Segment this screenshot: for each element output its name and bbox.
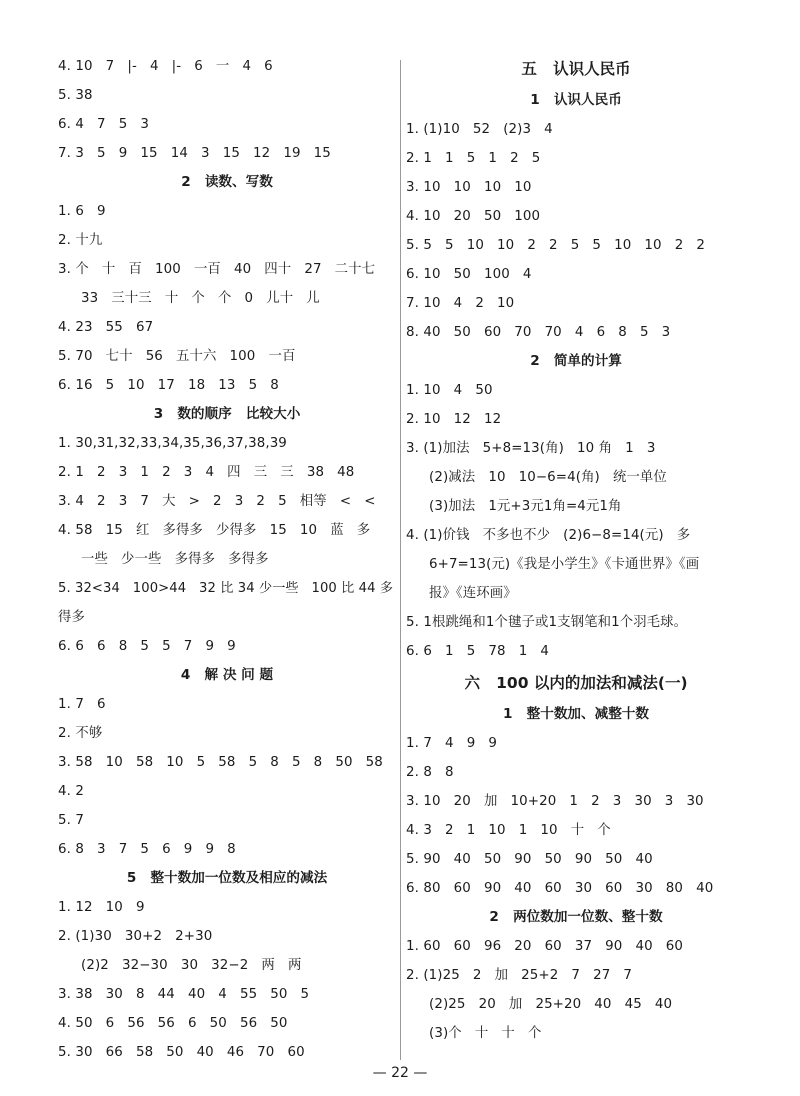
answer-line: 1. 12 10 9	[58, 900, 145, 915]
answer-line: 2. (1)25 2 加 25+2 7 27 7	[406, 968, 633, 983]
answer-line: 4. 58 15 红 多得多 少得多 15 10 蓝 多	[58, 523, 371, 538]
answer-line: 2. 1 1 5 1 2 5	[406, 151, 541, 166]
answer-line: 4. 2	[58, 784, 84, 799]
answer-line: 1. 60 60 96 20 60 37 90 40 60	[406, 939, 684, 954]
answer-line: 33 三十三 十 个 个 0 儿十 儿	[81, 291, 320, 306]
answer-line: 6+7=13(元)《我是小学生》《卡通世界》《画	[429, 557, 700, 572]
answer-line: 一些 少一些 多得多 多得多	[81, 552, 269, 567]
answer-line: 3. 4 2 3 7 大 > 2 3 2 5 相等 < <	[58, 494, 376, 509]
column-divider	[400, 60, 401, 1060]
answer-line: 5. 32<34 100>44 32 比 34 少一些 100 比 44 多	[58, 581, 394, 596]
answer-line: 5. 38	[58, 88, 93, 103]
chapter-heading: 六 100 以内的加法和减法(一)	[464, 674, 688, 692]
right-answer-column	[406, 52, 746, 1048]
answer-line: 6. 10 50 100 4	[406, 267, 532, 282]
answer-line: 2. (1)30 30+2 2+30	[58, 929, 213, 944]
section-heading: 2 简单的计算	[530, 353, 622, 369]
section-heading: 2 读数、写数	[181, 174, 273, 190]
answer-line: 3. 10 20 加 10+20 1 2 3 30 3 30	[406, 794, 704, 809]
section-heading: 1 整十数加、减整十数	[503, 706, 649, 722]
answer-line: 1. 7 4 9 9	[406, 736, 498, 751]
answer-line: 5. 30 66 58 50 40 46 70 60	[58, 1045, 305, 1060]
page-number: — 22 —	[372, 1065, 428, 1081]
answer-line: 1. 7 6	[58, 697, 106, 712]
answer-line: 6. 16 5 10 17 18 13 5 8	[58, 378, 279, 393]
answer-line: 5. 90 40 50 90 50 90 50 40	[406, 852, 653, 867]
answer-line: (3)个 十 十 个	[429, 1026, 542, 1041]
chapter-heading: 五 认识人民币	[521, 60, 631, 78]
answer-line: 2. 不够	[58, 726, 103, 741]
answer-line: 4. 50 6 56 56 6 50 56 50	[58, 1016, 288, 1031]
answer-line: 2. 10 12 12	[406, 412, 502, 427]
answer-line: 4. 10 7 |- 4 |- 6 一 4 6	[58, 59, 273, 74]
answer-line: 3. 10 10 10 10	[406, 180, 532, 195]
answer-line: 报》《连环画》	[429, 586, 517, 601]
answer-line: 6. 80 60 90 40 60 30 60 30 80 40	[406, 881, 714, 896]
answer-line: 6. 6 1 5 78 1 4	[406, 644, 550, 659]
answer-line: 2. 十九	[58, 233, 103, 248]
left-answer-column	[58, 52, 396, 1067]
answer-line: 1. 10 4 50	[406, 383, 493, 398]
answer-line: (2)2 32−30 30 32−2 两 两	[81, 958, 302, 973]
section-heading: 2 两位数加一位数、整十数	[489, 909, 663, 925]
answer-line: 8. 40 50 60 70 70 4 6 8 5 3	[406, 325, 671, 340]
answer-line: 7. 3 5 9 15 14 3 15 12 19 15	[58, 146, 331, 161]
answer-line: 2. 8 8	[406, 765, 454, 780]
section-heading: 1 认识人民币	[530, 92, 622, 108]
answer-line: 1. (1)10 52 (2)3 4	[406, 122, 553, 137]
section-heading: 4 解 决 问 题	[180, 667, 274, 683]
answer-line: 6. 8 3 7 5 6 9 9 8	[58, 842, 236, 857]
answer-line: 4. 10 20 50 100	[406, 209, 541, 224]
answer-line: (2)25 20 加 25+20 40 45 40	[429, 997, 673, 1012]
answer-line: (3)加法 1元+3元1角=4元1角	[429, 499, 622, 514]
section-heading: 5 整十数加一位数及相应的减法	[126, 870, 328, 886]
answer-line: 1. 6 9	[58, 204, 106, 219]
answer-line: 5. 7	[58, 813, 84, 828]
answer-line: 5. 1根跳绳和1个毽子或1支钢笔和1个羽毛球。	[406, 615, 688, 630]
answer-line: 2. 1 2 3 1 2 3 4 四 三 三 38 48	[58, 465, 355, 480]
answer-line: 得多	[58, 610, 85, 625]
answer-line: 5. 70 七十 56 五十六 100 一百	[58, 349, 296, 364]
answer-line: 7. 10 4 2 10	[406, 296, 515, 311]
answer-line: 4. 23 55 67	[58, 320, 154, 335]
answer-line: 1. 30,31,32,33,34,35,36,37,38,39	[58, 436, 287, 451]
section-heading: 3 数的顺序 比较大小	[153, 406, 301, 422]
answer-line: 4. (1)价钱 不多也不少 (2)6−8=14(元) 多	[406, 528, 691, 543]
answer-line: 3. (1)加法 5+8=13(角) 10 角 1 3	[406, 441, 656, 456]
answer-line: 3. 38 30 8 44 40 4 55 50 5	[58, 987, 310, 1002]
answer-line: (2)减法 10 10−6=4(角) 统一单位	[429, 470, 667, 485]
answer-line: 3. 个 十 百 100 一百 40 四十 27 二十七	[58, 262, 376, 277]
answer-line: 3. 58 10 58 10 5 58 5 8 5 8 50 58	[58, 755, 383, 770]
answer-line: 6. 4 7 5 3	[58, 117, 150, 132]
answer-line: 5. 5 5 10 10 2 2 5 5 10 10 2 2	[406, 238, 706, 253]
answer-line: 6. 6 6 8 5 5 7 9 9	[58, 639, 236, 654]
answer-line: 4. 3 2 1 10 1 10 十 个	[406, 823, 611, 838]
